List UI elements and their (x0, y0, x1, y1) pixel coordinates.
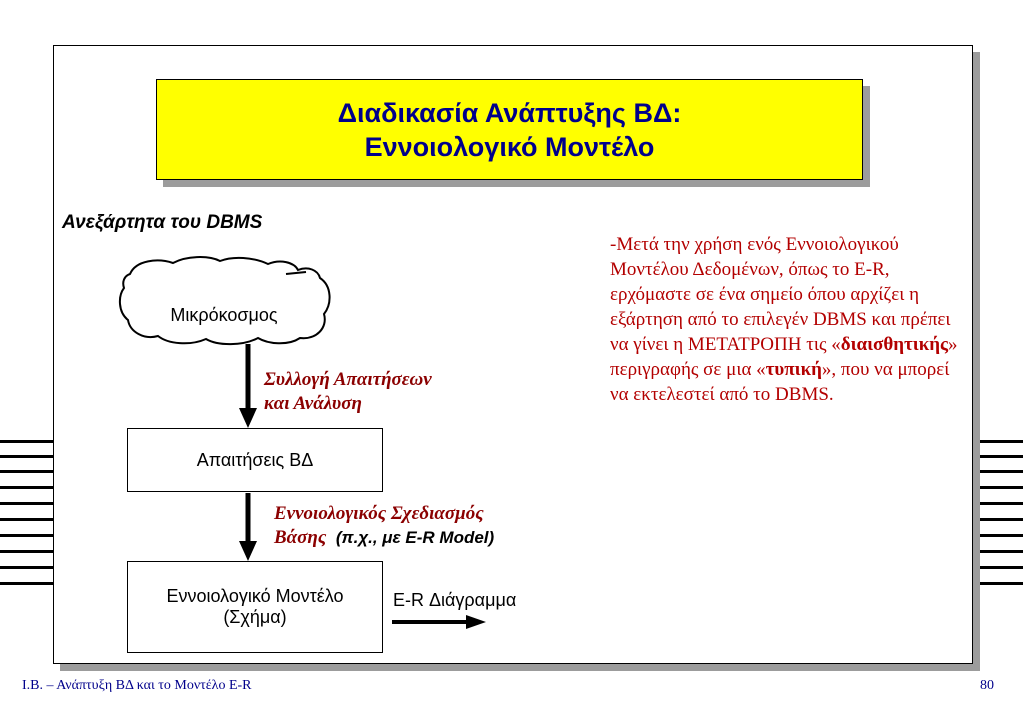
conceptual-model-line-1: Εννοιολογικό Μοντέλο (166, 586, 344, 606)
description-part-2: » περιγραφής σε μια « (610, 334, 958, 380)
step-2-base: Βάσης (274, 527, 327, 548)
description-bold-1: διαισθητικής (840, 334, 949, 355)
step-2-note: (π.χ., με E-R Model) (335, 528, 495, 547)
left-stripes (0, 440, 56, 590)
step-1-label (264, 368, 432, 416)
down-arrow-icon (236, 344, 260, 430)
description-part-3: », που να μπορεί να εκτελεστεί από το DBMS. (610, 359, 950, 405)
description-text (610, 232, 970, 407)
right-arrow-icon (392, 612, 488, 632)
step-2-label (274, 502, 494, 550)
slide-title (156, 79, 863, 180)
right-stripes (975, 440, 1023, 590)
description-bold-2: τυπική (765, 359, 822, 380)
step-2-line-1: Εννοιολογικός Σχεδιασμός (274, 503, 484, 524)
er-diagram-label: E-R Διάγραμμα (393, 590, 517, 610)
step-2-line-2 (274, 526, 494, 550)
cloud-label: Μικρόκοσμος (170, 305, 278, 325)
footer-text: Ι.Β. – Ανάπτυξη ΒΔ και το Μοντέλο E-R (22, 678, 252, 693)
page-number: 80 (980, 678, 994, 693)
conceptual-model-box (127, 561, 383, 653)
requirements-label: Απαιτήσεις ΒΔ (196, 449, 314, 470)
independent-label: Ανεξάρτητα του DBMS (62, 212, 263, 233)
title-line-1: Διαδικασία Ανάπτυξης ΒΔ: (337, 97, 682, 128)
conceptual-model-line-2: (Σχήμα) (223, 607, 287, 627)
down-arrow-icon (236, 493, 260, 563)
cloud-icon (118, 256, 338, 346)
description-part-1: -Μετά την χρήση ενός Εννοιολογικού Μοντέλου Δεδομένων, όπως το E-R, ερχόμαστε σε ένα σημείο όπου αρχίζει η εξάρτηση από το επιλεγέν DBMS και πρέπει να γίνει η ΜΕΤΑΤΡΟΠΗ τις « (610, 234, 951, 355)
step-1-line-2: και Ανάλυση (264, 393, 362, 414)
step-1-line-1: Συλλογή Απαιτήσεων (264, 369, 432, 390)
title-line-2: Εννοιολογικό Μοντέλο (364, 131, 655, 162)
requirements-box (127, 428, 383, 492)
